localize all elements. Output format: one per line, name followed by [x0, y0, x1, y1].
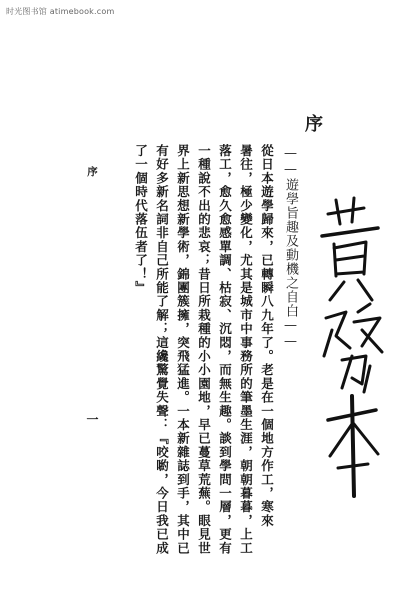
body-column-4: 一種說不出的悲哀；昔日所栽種的小小園地，早已蔓草荒蕪。眼見世 [196, 144, 212, 555]
running-header: 序 [86, 166, 98, 177]
page-title: 序 [302, 114, 323, 134]
body-column-2: 暑往，極少變化，尤其是城市中事務所的筆墨生涯，朝朝暮暮，上工 [238, 144, 254, 555]
page-number: 一 [85, 413, 99, 425]
watermark: 时光图书馆 atimebook.com [6, 7, 115, 16]
body-column-7: 了一個時代落伍者了！』 [133, 144, 149, 295]
subtitle: ——遊學旨趣及動機之自白—— [283, 146, 298, 350]
body-column-3: 落工，愈久愈感單調、枯寂、沉悶，而無生趣。談到學問一層，更有 [217, 144, 233, 555]
body-column-6: 有好多新名詞非自己所能了解；這纔驚覺失聲：『咬喲，今日我已成 [154, 144, 170, 555]
calligraphy-signature [306, 0, 406, 600]
body-column-5: 界上新思想新學術，錦團簇擁，突飛猛進。一本新雜誌到手，其中已 [175, 144, 191, 555]
signature-drawing [306, 0, 406, 600]
body-column-1: 從日本遊學歸來，已轉瞬八九年了。老是在一個地方作工，寒來 [259, 144, 275, 528]
